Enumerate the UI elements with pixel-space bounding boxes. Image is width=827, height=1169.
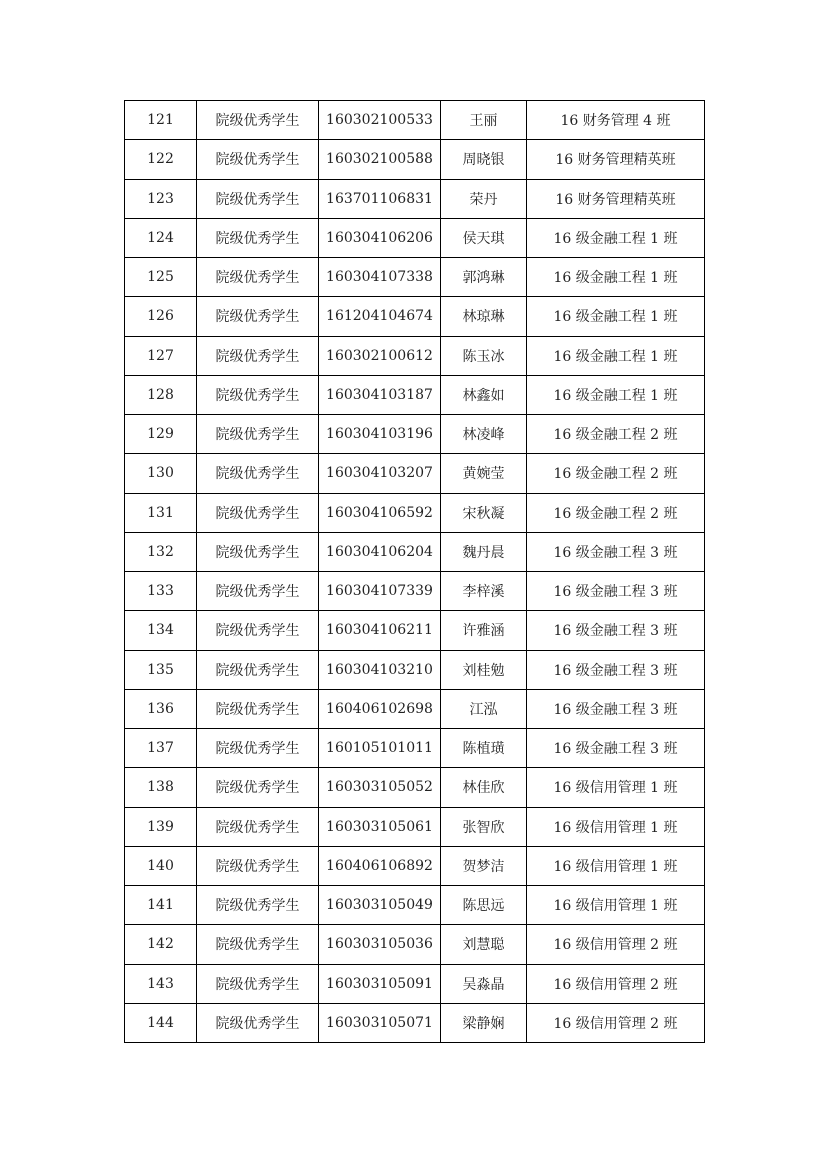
class-cell: 16 级信用管理 2 班 [527, 964, 705, 1003]
student-name-cell: 林凌峰 [441, 415, 527, 454]
table-row [125, 689, 705, 728]
row-number-cell: 126 [125, 297, 197, 336]
table-row [125, 846, 705, 885]
table-row [125, 611, 705, 650]
student-name-cell: 林琼琳 [441, 297, 527, 336]
student-id-cell: 160105101011 [319, 729, 441, 768]
student-id-cell: 160406106892 [319, 846, 441, 885]
award-cell: 院级优秀学生 [197, 1003, 319, 1042]
row-number-cell: 133 [125, 572, 197, 611]
student-name-cell: 王丽 [441, 101, 527, 140]
student-id-cell: 160304106211 [319, 611, 441, 650]
award-cell: 院级优秀学生 [197, 493, 319, 532]
row-number-cell: 123 [125, 179, 197, 218]
student-award-table [124, 100, 705, 1043]
row-number-cell: 141 [125, 886, 197, 925]
award-cell: 院级优秀学生 [197, 336, 319, 375]
row-number-cell: 131 [125, 493, 197, 532]
award-cell: 院级优秀学生 [197, 218, 319, 257]
student-id-cell: 160303105052 [319, 768, 441, 807]
student-name-cell: 许雅涵 [441, 611, 527, 650]
row-number-cell: 121 [125, 101, 197, 140]
class-cell: 16 级金融工程 2 班 [527, 454, 705, 493]
class-cell: 16 级金融工程 2 班 [527, 493, 705, 532]
table-row [125, 650, 705, 689]
award-cell: 院级优秀学生 [197, 964, 319, 1003]
award-cell: 院级优秀学生 [197, 572, 319, 611]
award-cell: 院级优秀学生 [197, 140, 319, 179]
student-id-cell: 160304106204 [319, 532, 441, 571]
award-cell: 院级优秀学生 [197, 415, 319, 454]
table-row [125, 454, 705, 493]
student-name-cell: 黄婉莹 [441, 454, 527, 493]
row-number-cell: 128 [125, 375, 197, 414]
student-id-cell: 160302100533 [319, 101, 441, 140]
class-cell: 16 级信用管理 1 班 [527, 886, 705, 925]
award-cell: 院级优秀学生 [197, 375, 319, 414]
class-cell: 16 级金融工程 2 班 [527, 415, 705, 454]
table-row [125, 218, 705, 257]
award-cell: 院级优秀学生 [197, 297, 319, 336]
class-cell: 16 财务管理精英班 [527, 140, 705, 179]
class-cell: 16 级信用管理 2 班 [527, 1003, 705, 1042]
class-cell: 16 级金融工程 3 班 [527, 650, 705, 689]
class-cell: 16 级金融工程 3 班 [527, 689, 705, 728]
table-row [125, 179, 705, 218]
class-cell: 16 级金融工程 1 班 [527, 297, 705, 336]
class-cell: 16 财务管理 4 班 [527, 101, 705, 140]
class-cell: 16 级金融工程 1 班 [527, 336, 705, 375]
class-cell: 16 级信用管理 2 班 [527, 925, 705, 964]
class-cell: 16 级金融工程 3 班 [527, 532, 705, 571]
award-cell: 院级优秀学生 [197, 454, 319, 493]
row-number-cell: 122 [125, 140, 197, 179]
student-id-cell: 160303105049 [319, 886, 441, 925]
award-cell: 院级优秀学生 [197, 729, 319, 768]
class-cell: 16 级信用管理 1 班 [527, 807, 705, 846]
award-cell: 院级优秀学生 [197, 807, 319, 846]
table-row [125, 258, 705, 297]
award-cell: 院级优秀学生 [197, 532, 319, 571]
row-number-cell: 130 [125, 454, 197, 493]
student-name-cell: 贺梦洁 [441, 846, 527, 885]
student-id-cell: 161204104674 [319, 297, 441, 336]
student-id-cell: 160304103207 [319, 454, 441, 493]
student-name-cell: 陈思远 [441, 886, 527, 925]
award-cell: 院级优秀学生 [197, 611, 319, 650]
student-id-cell: 160304103210 [319, 650, 441, 689]
row-number-cell: 144 [125, 1003, 197, 1042]
row-number-cell: 143 [125, 964, 197, 1003]
student-name-cell: 刘慧聪 [441, 925, 527, 964]
student-name-cell: 宋秋凝 [441, 493, 527, 532]
row-number-cell: 135 [125, 650, 197, 689]
student-name-cell: 林佳欣 [441, 768, 527, 807]
student-name-cell: 郭鸿琳 [441, 258, 527, 297]
table-row [125, 1003, 705, 1042]
award-cell: 院级优秀学生 [197, 846, 319, 885]
table-row [125, 768, 705, 807]
award-cell: 院级优秀学生 [197, 689, 319, 728]
student-name-cell: 陈玉冰 [441, 336, 527, 375]
student-name-cell: 江泓 [441, 689, 527, 728]
row-number-cell: 136 [125, 689, 197, 728]
student-id-cell: 160304106206 [319, 218, 441, 257]
row-number-cell: 125 [125, 258, 197, 297]
row-number-cell: 132 [125, 532, 197, 571]
class-cell: 16 级金融工程 3 班 [527, 572, 705, 611]
table-row [125, 729, 705, 768]
student-name-cell: 荣丹 [441, 179, 527, 218]
student-name-cell: 魏丹晨 [441, 532, 527, 571]
student-name-cell: 吴淼晶 [441, 964, 527, 1003]
table-row [125, 415, 705, 454]
award-cell: 院级优秀学生 [197, 650, 319, 689]
table-row [125, 336, 705, 375]
student-id-cell: 160302100612 [319, 336, 441, 375]
student-id-cell: 160303105061 [319, 807, 441, 846]
award-cell: 院级优秀学生 [197, 179, 319, 218]
award-cell: 院级优秀学生 [197, 886, 319, 925]
award-cell: 院级优秀学生 [197, 101, 319, 140]
award-cell: 院级优秀学生 [197, 925, 319, 964]
table-row [125, 964, 705, 1003]
class-cell: 16 财务管理精英班 [527, 179, 705, 218]
row-number-cell: 124 [125, 218, 197, 257]
student-id-cell: 160304103196 [319, 415, 441, 454]
class-cell: 16 级金融工程 3 班 [527, 611, 705, 650]
student-name-cell: 张智欣 [441, 807, 527, 846]
student-id-cell: 160304103187 [319, 375, 441, 414]
table-row [125, 886, 705, 925]
student-id-cell: 160303105071 [319, 1003, 441, 1042]
student-id-cell: 160304107339 [319, 572, 441, 611]
row-number-cell: 137 [125, 729, 197, 768]
table-row [125, 375, 705, 414]
student-id-cell: 160303105036 [319, 925, 441, 964]
award-cell: 院级优秀学生 [197, 768, 319, 807]
award-cell: 院级优秀学生 [197, 258, 319, 297]
table-row [125, 532, 705, 571]
student-name-cell: 刘桂勉 [441, 650, 527, 689]
table-row [125, 297, 705, 336]
table-row [125, 572, 705, 611]
student-id-cell: 160302100588 [319, 140, 441, 179]
student-id-cell: 160303105091 [319, 964, 441, 1003]
student-id-cell: 160304106592 [319, 493, 441, 532]
class-cell: 16 级金融工程 1 班 [527, 218, 705, 257]
student-name-cell: 梁静娴 [441, 1003, 527, 1042]
table-row [125, 101, 705, 140]
class-cell: 16 级信用管理 1 班 [527, 768, 705, 807]
class-cell: 16 级金融工程 1 班 [527, 258, 705, 297]
class-cell: 16 级金融工程 3 班 [527, 729, 705, 768]
row-number-cell: 142 [125, 925, 197, 964]
class-cell: 16 级金融工程 1 班 [527, 375, 705, 414]
row-number-cell: 129 [125, 415, 197, 454]
row-number-cell: 134 [125, 611, 197, 650]
student-id-cell: 163701106831 [319, 179, 441, 218]
table-row [125, 140, 705, 179]
student-name-cell: 周晓银 [441, 140, 527, 179]
table-row [125, 493, 705, 532]
row-number-cell: 127 [125, 336, 197, 375]
row-number-cell: 140 [125, 846, 197, 885]
student-id-cell: 160304107338 [319, 258, 441, 297]
student-id-cell: 160406102698 [319, 689, 441, 728]
student-name-cell: 陈植璜 [441, 729, 527, 768]
table-row [125, 925, 705, 964]
table-row [125, 807, 705, 846]
row-number-cell: 139 [125, 807, 197, 846]
row-number-cell: 138 [125, 768, 197, 807]
student-name-cell: 侯天琪 [441, 218, 527, 257]
student-name-cell: 林鑫如 [441, 375, 527, 414]
table-body [125, 101, 705, 1043]
student-name-cell: 李梓溪 [441, 572, 527, 611]
class-cell: 16 级信用管理 1 班 [527, 846, 705, 885]
